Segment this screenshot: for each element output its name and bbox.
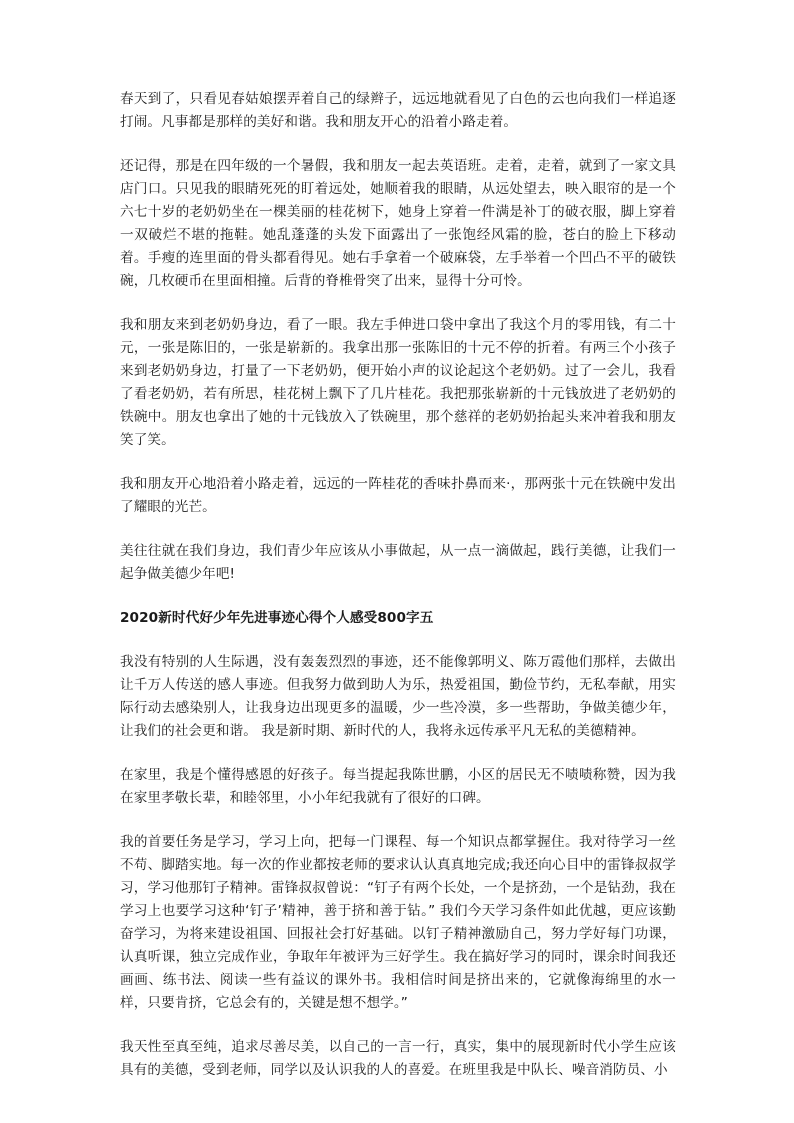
paragraph-walk-home: 我和朋友开心地沿着小路走着，远远的一阵桂花的香味扑鼻而来·，那两张十元在铁碗中发出了耀眼的光芒。 <box>120 476 676 515</box>
paragraph-study: 我的首要任务是学习，学习上向，把每一门课程、每一个知识点都掌握住。我对待学习一丝不苟、脚踏实地。每一次的作业都按老师的要求认认真真地完成;我还向心目中的雷锋叔叔学习，学习他那钉子精神。雷锋叔叔曾说：“钉子有两个长处，一个是挤劲，一个是钻劲，我在学习上也要学习这种‘钉子’精神，善于挤和善于钻。” 我们今天学习条件如此优越，更应该勤奋学习，为将来建设祖国、回报社会打好基础。以钉子精神激励自己，努力学好每门功课，认真听课，独立完成作业，争取年年被评为三好学生。我在搞好学习的同时，课余时间我还画画、练书法、阅读一些有益议的课外书。我相信时间是挤出来的，它就像海绵里的水一样，只要肯挤，它总会有的，关键是想不想学。” <box>120 834 676 1011</box>
paragraph-home: 在家里，我是个懂得感恩的好孩子。每当提起我陈世鹏，小区的居民无不啧啧称赞，因为我在家里孝敬长辈，和睦邻里，小小年纪我就有了很好的口碑。 <box>120 767 676 806</box>
paragraph-memory: 还记得，那是在四年级的一个暑假，我和朋友一起去英语班。走着，走着，就到了一家文具店门口。只见我的眼睛死死的盯着远处，她顺着我的眼睛，从远处望去，映入眼帘的是一个六七十岁的老奶奶坐在一棵美丽的桂花树下，她身上穿着一件满是补丁的破衣服，脚上穿着一双破烂不堪的拖鞋。她乱蓬蓬的头发下面露出了一张饱经风霜的脸，苍白的脸上下移动着。手瘦的连里面的骨头都看得见。她右手拿着一个破麻袋，左手举着一个凹凸不平的破铁碗，几枚硬币在里面相撞。后背的脊椎骨突了出来，显得十分可怜。 <box>120 158 676 289</box>
document-page <box>120 88 676 1103</box>
paragraph-character: 我天性至真至纯，追求尽善尽美，以自己的一言一行，真实，集中的展现新时代小学生应该具有的美德，受到老师，同学以及认识我的人的喜爱。在班里我是中队长、噪音消防员、小 <box>120 1039 676 1078</box>
paragraph-conclusion: 美往往就在我们身边，我们青少年应该从小事做起，从一点一滴做起，践行美德，让我们一起争做美德少年吧! <box>120 543 676 582</box>
section-heading: 2020新时代好少年先进事迹心得个人感受800字五 <box>120 610 434 626</box>
paragraph-spring: 春天到了，只看见春姑娘摆弄着自己的绿辫子，远远地就看见了白色的云也向我们一样追逐打闹。凡事都是那样的美好和谐。我和朋友开心的沿着小路走着。 <box>120 91 676 130</box>
paragraph-donation: 我和朋友来到老奶奶身边，看了一眼。我左手伸进口袋中拿出了我这个月的零用钱，有二十元，一张是陈旧的，一张是崭新的。我拿出那一张陈旧的十元不停的折着。有两三个小孩子来到老奶奶身边，打量了一下老奶奶，便开始小声的议论起这个老奶奶。过了一会儿，我看了看老奶奶，若有所思，桂花树上飘下了几片桂花。我把那张崭新的十元钱放进了老奶奶的铁碗中。朋友也拿出了她的十元钱放入了铁碗里，那个慈祥的老奶奶抬起头来冲着我和朋友笑了笑。 <box>120 317 676 448</box>
paragraph-introduction: 我没有特别的人生际遇，没有轰轰烈烈的事迹，还不能像郭明义、陈万霞他们那样，去做出让千万人传送的感人事迹。但我努力做到助人为乐，热爱祖国，勤俭节约，无私奉献，用实际行动去感染别人，让我身边出现更多的温暖，少一些冷漠，多一些帮助，争做美德少年，让我们的社会更和谐。 我是新时期、新时代的人，我将永远传承平凡无私的美德精神。 <box>120 654 676 739</box>
